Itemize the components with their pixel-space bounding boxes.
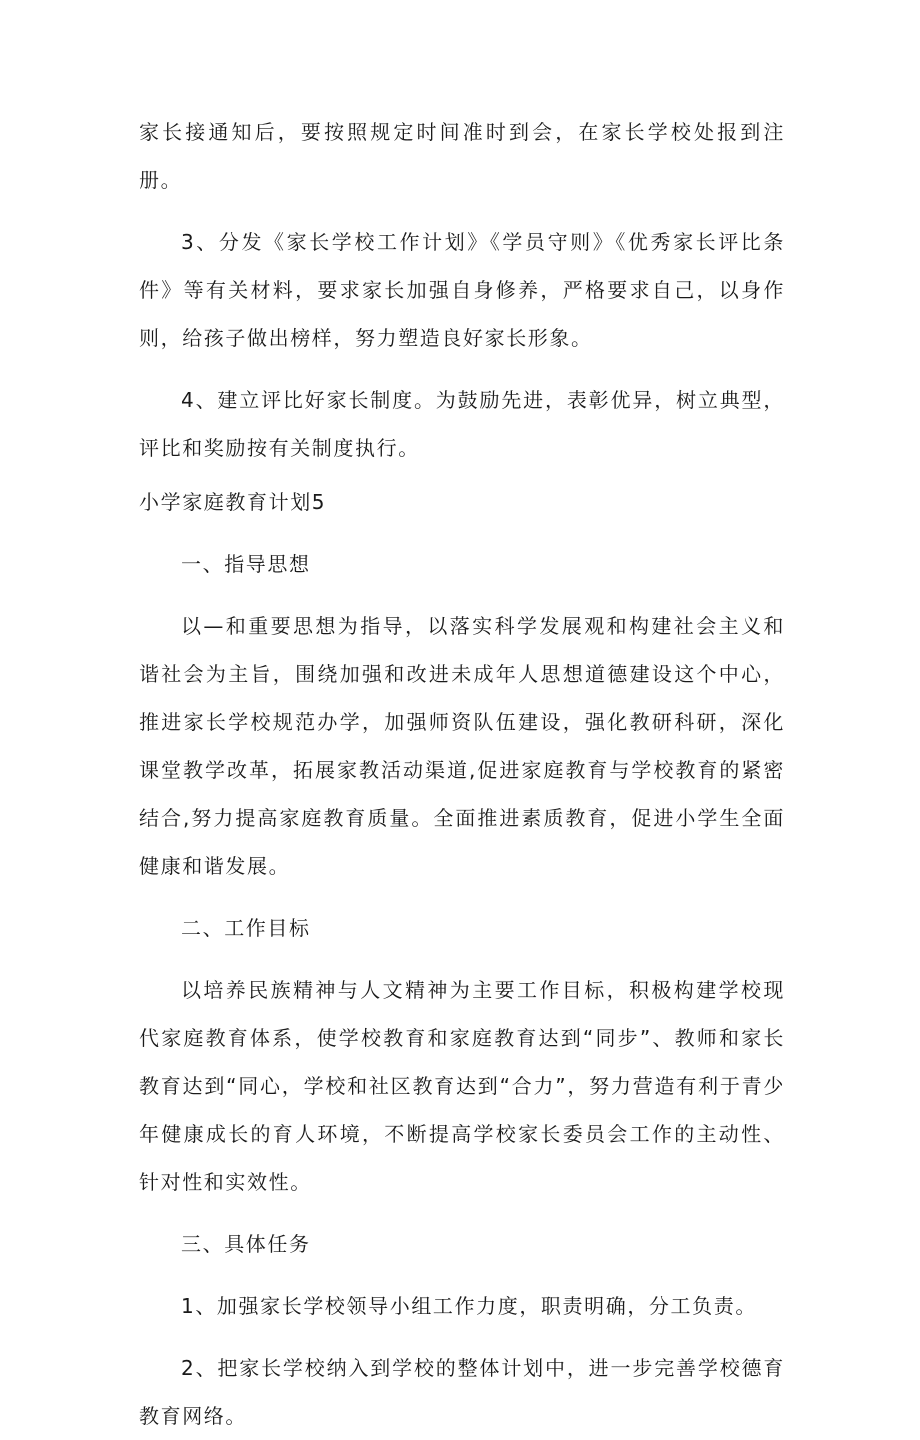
paragraph-guiding-thought: 以—和重要思想为指导，以落实科学发展观和构建社会主义和谐社会为主旨，围绕加强和改进未成年人思想道德建设这个中心，推进家长学校规范办学，加强师资队伍建设，强化教研科研，深化课堂教学改革，拓展家教活动渠道,促进家庭教育与学校教育的紧密结合,努力提高家庭教育质量。全面推进素质教育，促进小学生全面健康和谐发展。 <box>139 614 785 878</box>
section-title: 小学家庭教育计划5 <box>139 490 327 514</box>
paragraph-item-3: 3、分发《家长学校工作计划》《学员守则》《优秀家长评比条件》等有关材料，要求家长加强自身修养，严格要求自己，以身作则，给孩子做出榜样，努力塑造良好家长形象。 <box>139 230 785 350</box>
task-item-2: 2、把家长学校纳入到学校的整体计划中，进一步完善学校德育教育网络。 <box>139 1356 785 1428</box>
heading-work-goals: 二、工作目标 <box>181 916 311 940</box>
paragraph-continuation: 家长接通知后，要按照规定时间准时到会，在家长学校处报到注册。 <box>139 120 785 192</box>
document-body <box>139 108 785 1440</box>
paragraph-work-goals: 以培养民族精神与人文精神为主要工作目标，积极构建学校现代家庭教育体系，使学校教育和家庭教育达到“同步”、教师和家长教育达到“同心，学校和社区教育达到“合力”，努力营造有利于青少年健康成长的育人环境，不断提高学校家长委员会工作的主动性、针对性和实效性。 <box>139 978 785 1194</box>
paragraph-item-4: 4、建立评比好家长制度。为鼓励先进，表彰优异，树立典型，评比和奖励按有关制度执行。 <box>139 388 785 460</box>
heading-specific-tasks: 三、具体任务 <box>181 1232 311 1256</box>
task-item-1: 1、加强家长学校领导小组工作力度，职责明确，分工负责。 <box>181 1294 757 1318</box>
heading-guiding-thought: 一、指导思想 <box>181 552 311 576</box>
